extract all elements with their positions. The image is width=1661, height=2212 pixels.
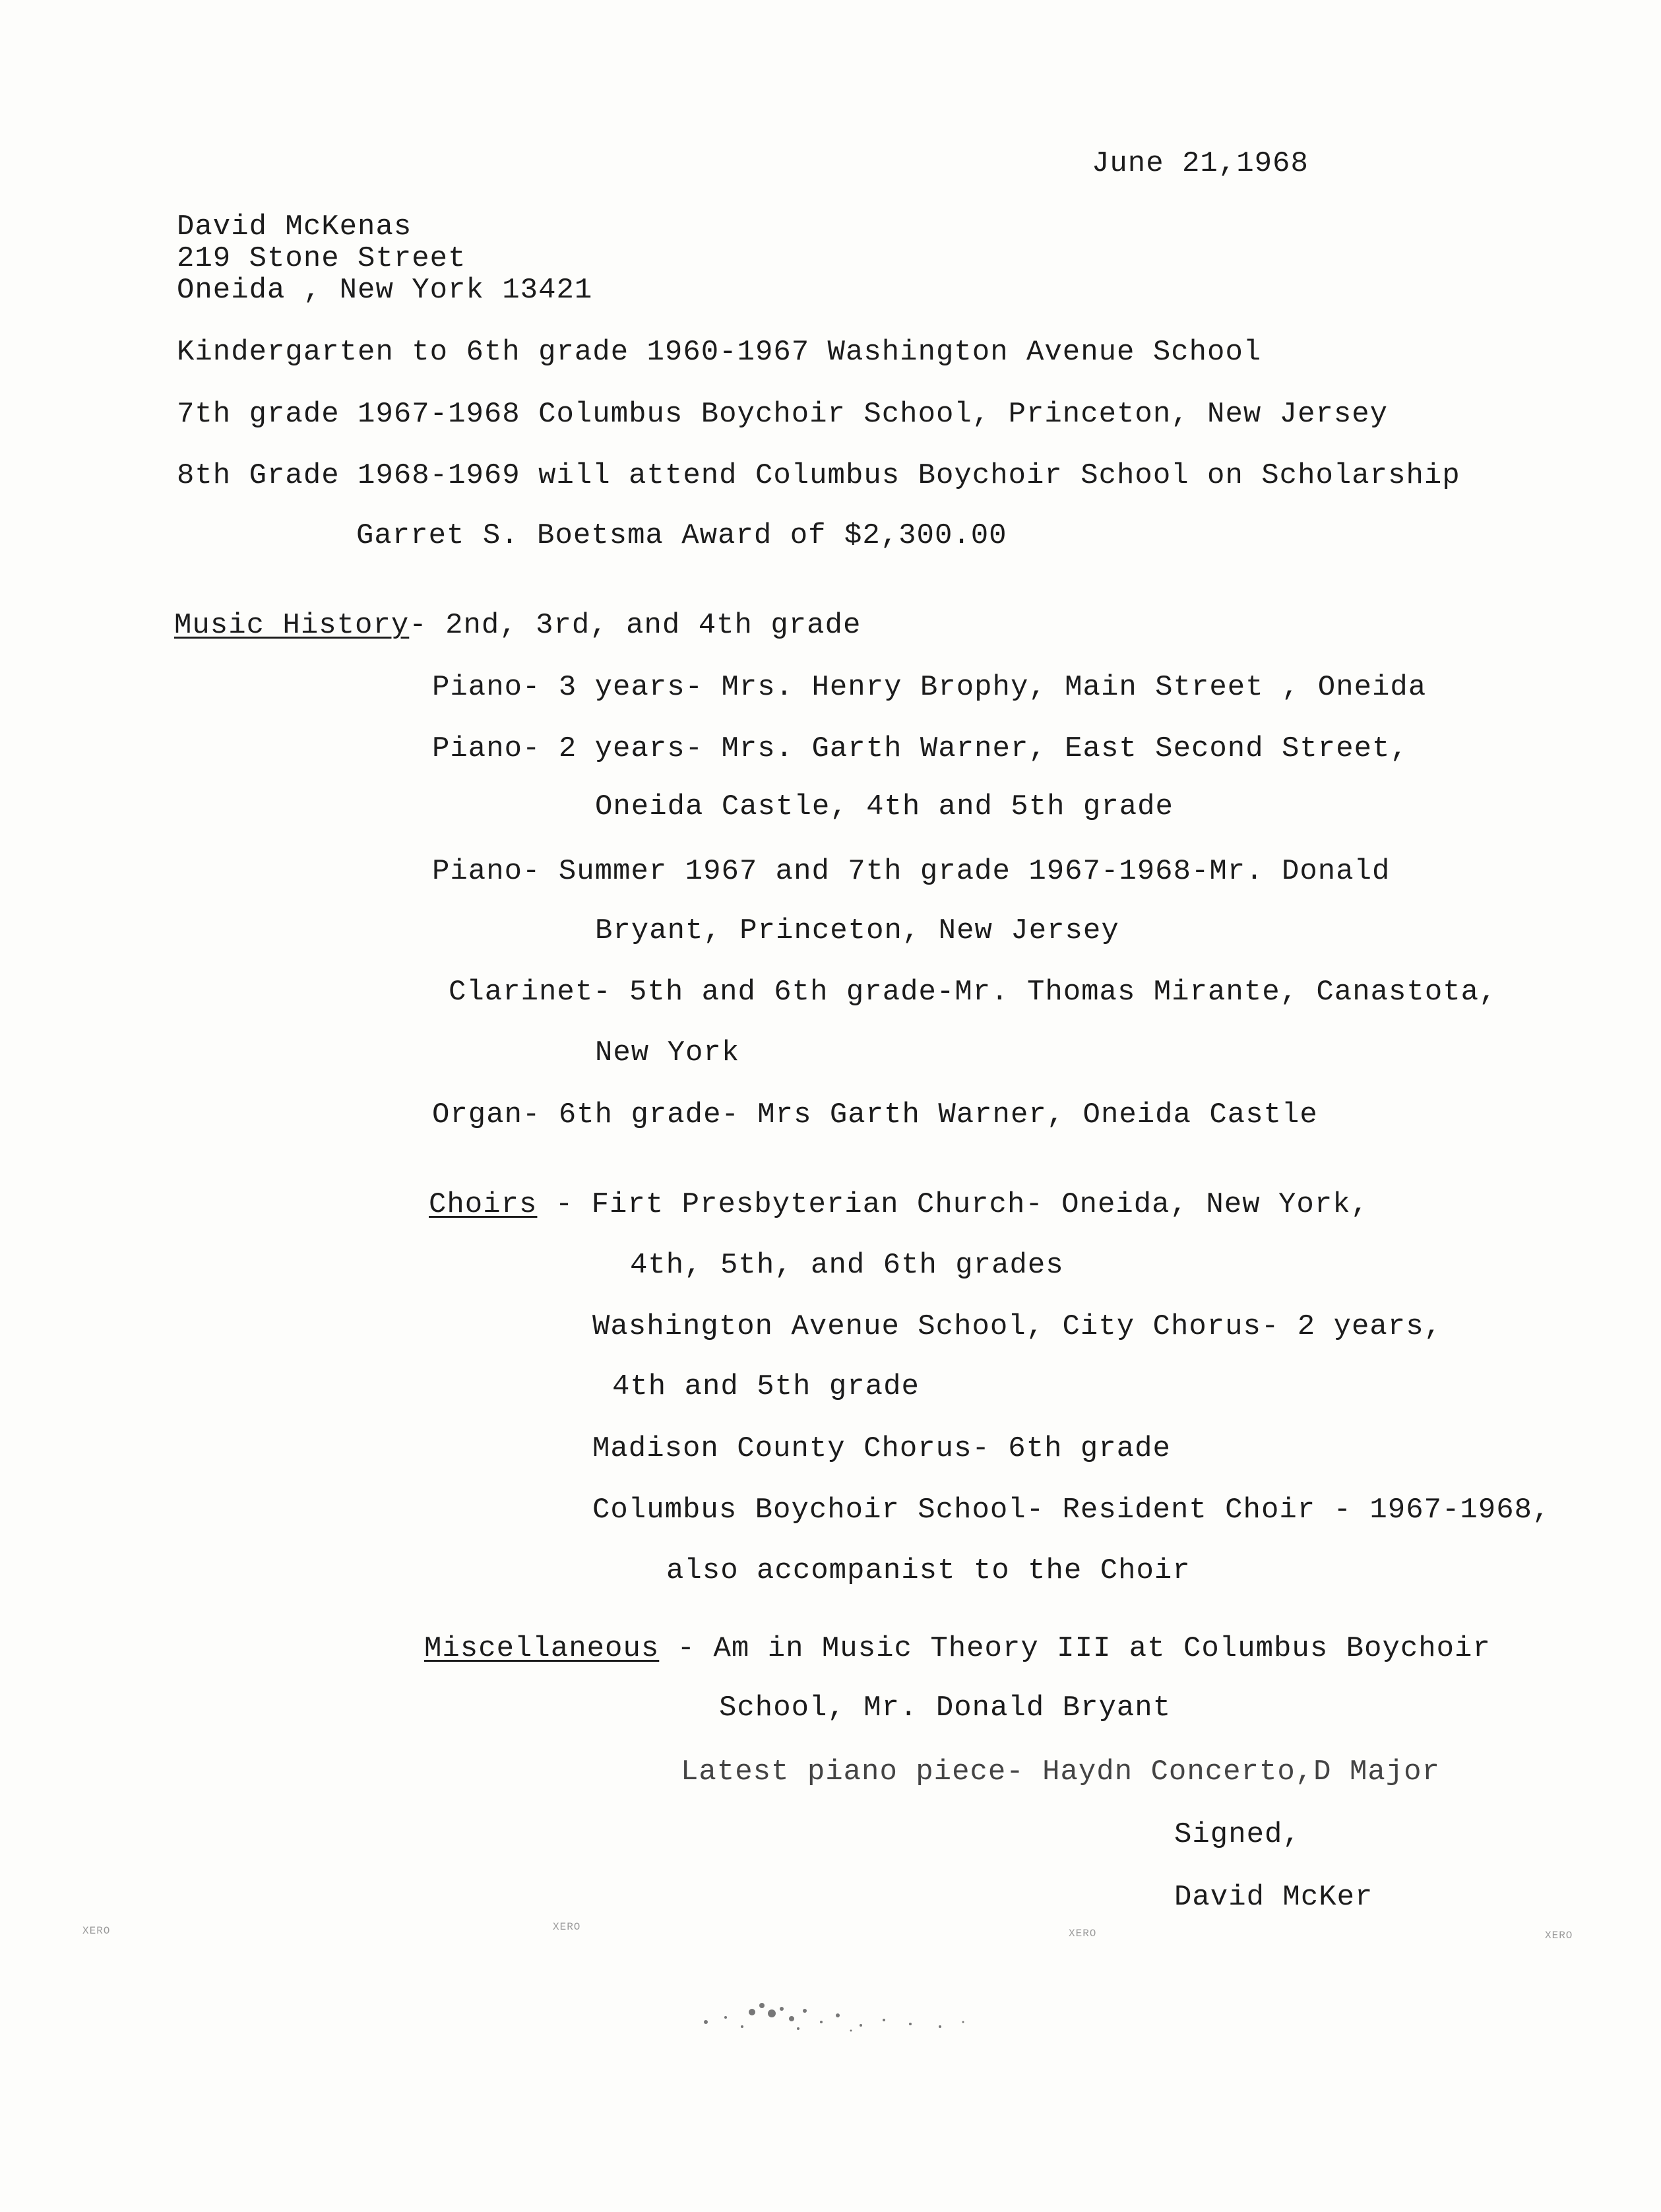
- miscellaneous-header: [424, 1631, 1491, 1666]
- scholarship-award: Garret S. Boetsma Award of $2,300.00: [356, 519, 1007, 552]
- miscellaneous-line: Latest piano piece- Haydn Concerto,D Major: [681, 1755, 1440, 1788]
- closing-signed: Signed,: [1174, 1818, 1301, 1851]
- choirs-line: 4th, 5th, and 6th grades: [630, 1249, 1064, 1282]
- choirs-line: Columbus Boychoir School- Resident Choir - 1967-1968,: [592, 1494, 1551, 1527]
- copier-mark: XERO: [82, 1925, 111, 1937]
- schooling-line: 7th grade 1967-1968 Columbus Boychoir School, Princeton, New Jersey: [177, 398, 1389, 431]
- choirs-line: Madison County Chorus- 6th grade: [592, 1432, 1171, 1465]
- music-history-line: Organ- 6th grade- Mrs Garth Warner, Oneida Castle: [432, 1098, 1318, 1131]
- music-history-header: [174, 608, 861, 643]
- schooling-line: Kindergarten to 6th grade 1960-1967 Washington Avenue School: [177, 336, 1262, 369]
- music-history-heading: Music History: [174, 609, 410, 642]
- letter-date: June 21,1968: [1092, 147, 1309, 180]
- address-city: Oneida , New York 13421: [177, 274, 593, 307]
- choirs-line: Washington Avenue School, City Chorus- 2 years,: [592, 1310, 1443, 1343]
- choirs-heading: Choirs: [429, 1188, 538, 1221]
- music-history-heading-rest: - 2nd, 3rd, and 4th grade: [409, 609, 862, 642]
- choirs-heading-rest: - Firt Presbyterian Church- Oneida, New York,: [537, 1188, 1369, 1221]
- music-history-line: Clarinet- 5th and 6th grade-Mr. Thomas Mirante, Canastota,: [449, 976, 1497, 1009]
- music-history-line: Bryant, Princeton, New Jersey: [595, 914, 1119, 947]
- choirs-line: also accompanist to the Choir: [666, 1554, 1191, 1587]
- miscellaneous-line: School, Mr. Donald Bryant: [719, 1691, 1172, 1724]
- scan-smudge: [679, 1986, 989, 2045]
- music-history-line: Piano- 2 years- Mrs. Garth Warner, East Second Street,: [432, 732, 1408, 765]
- music-history-line: Piano- Summer 1967 and 7th grade 1967-1968-Mr. Donald: [432, 855, 1391, 888]
- choirs-header: [429, 1187, 1369, 1222]
- music-history-line: New York: [595, 1036, 740, 1069]
- music-history-line: Piano- 3 years- Mrs. Henry Brophy, Main Street , Oneida: [432, 671, 1427, 704]
- closing-signature: David McKer: [1174, 1881, 1373, 1914]
- schooling-line: 8th Grade 1968-1969 will attend Columbus Boychoir School on Scholarship: [177, 459, 1460, 492]
- miscellaneous-heading-rest: - Am in Music Theory III at Columbus Boychoir: [659, 1632, 1491, 1665]
- copier-mark: XERO: [1545, 1930, 1573, 1942]
- address-name: David McKenas: [177, 210, 412, 243]
- choirs-line: 4th and 5th grade: [612, 1370, 920, 1403]
- copier-mark: XERO: [553, 1921, 581, 1933]
- miscellaneous-heading: Miscellaneous: [424, 1632, 660, 1665]
- music-history-line: Oneida Castle, 4th and 5th grade: [595, 790, 1174, 823]
- copier-mark: XERO: [1069, 1928, 1097, 1940]
- address-street: 219 Stone Street: [177, 242, 466, 275]
